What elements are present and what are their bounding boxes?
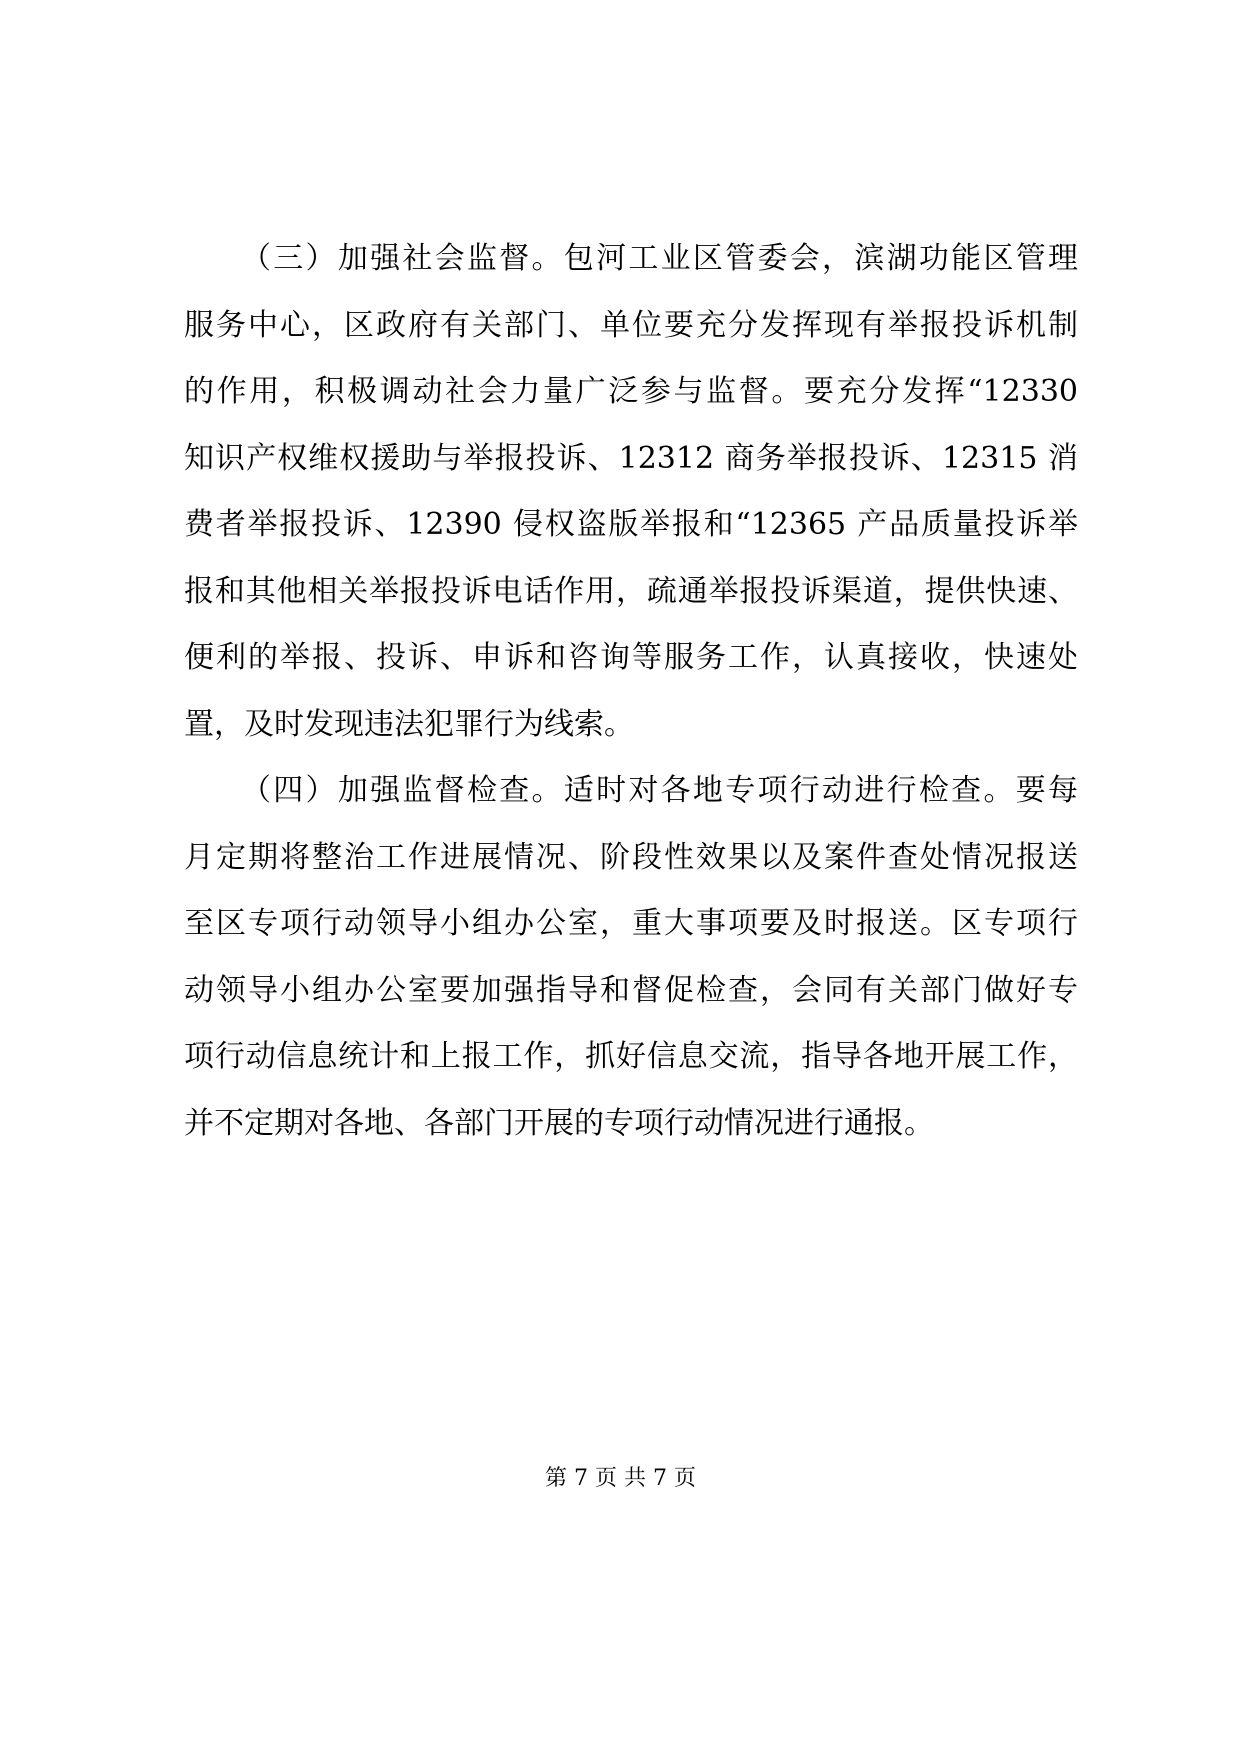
paragraph-line: 至区专项行动领导小组办公室，重大事项要及时报送。区专项行 [184,906,1078,941]
paragraph-line: 项行动信息统计和上报工作，抓好信息交流，指导各地开展工作， [184,1039,1078,1074]
document-body [184,226,1078,1157]
paragraph-social-supervision [184,226,1078,758]
paragraph-supervision-inspection [184,758,1078,1157]
paragraph-line: （三）加强社会监督。包河工业区管委会，滨湖功能区管理 [241,241,1078,276]
paragraph-line: 服务中心，区政府有关部门、单位要充分发挥现有举报投诉机制 [184,307,1078,343]
paragraph-line: 知识产权维权援助与举报投诉、12312 商务举报投诉、12315 消 [184,440,1078,476]
paragraph-line: 置，及时发现违法犯罪行为线索。 [184,706,634,742]
paragraph-line: （四）加强监督检查。适时对各地专项行动进行检查。要每 [241,773,1078,808]
paragraph-line: 动领导小组办公室要加强指导和督促检查，会同有关部门做好专 [184,972,1078,1008]
paragraph-line: 月定期将整治工作进展情况、阶段性效果以及案件查处情况报送 [184,839,1078,875]
paragraph-line: 报和其他相关举报投诉电话作用，疏通举报投诉渠道，提供快速、 [184,573,1078,609]
paragraph-line: 费者举报投诉、12390 侵权盗版举报和“12365 产品质量投诉举 [184,507,1078,542]
paragraph-line: 的作用，积极调动社会力量广泛参与监督。要充分发挥“12330 [184,374,1078,409]
paragraph-line: 便利的举报、投诉、申诉和咨询等服务工作，认真接收，快速处 [184,640,1078,675]
paragraph-line: 并不定期对各地、各部门开展的专项行动情况进行通报。 [184,1105,934,1141]
page-number-footer: 第 7 页 共 7 页 [545,1466,696,1491]
